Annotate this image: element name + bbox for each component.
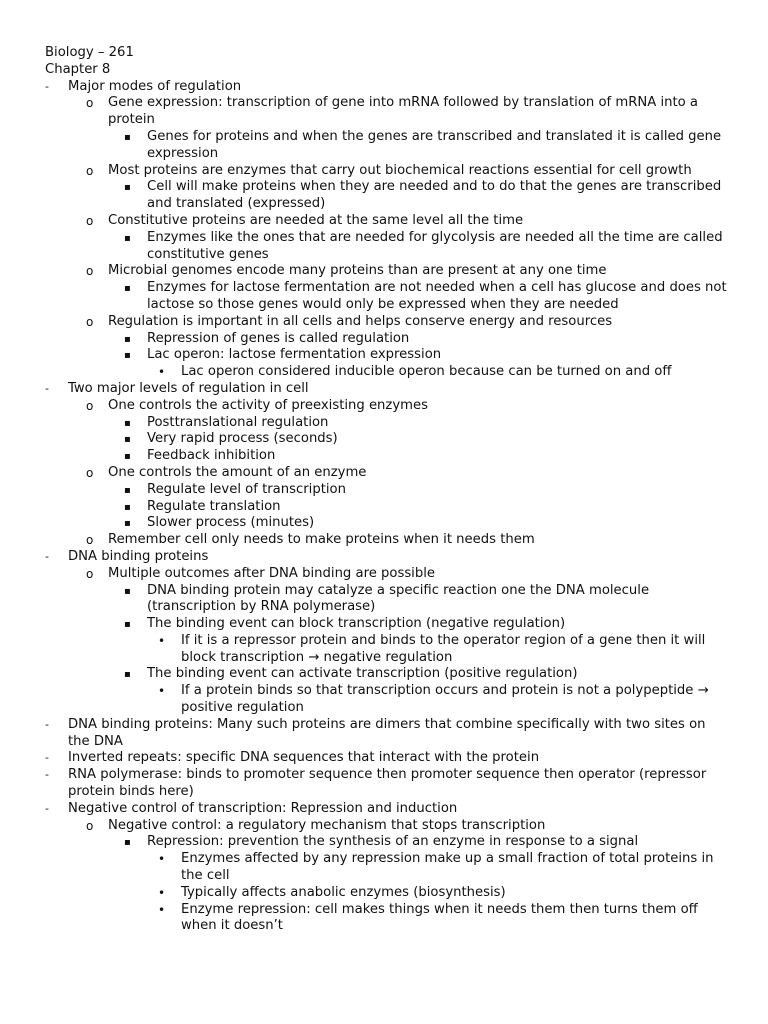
outline-item-text: Enzymes for lactose fermentation are not needed when a cell has glucose and does not lactose so those genes would only be expressed when they are needed xyxy=(147,280,727,312)
outline-item-level-1 xyxy=(0,801,768,818)
outline-item-level-2 xyxy=(0,95,768,129)
outline-item-text: Multiple outcomes after DNA binding are possible xyxy=(108,565,435,581)
bullet-marker-icon: - xyxy=(45,801,49,815)
bullet-marker-icon: - xyxy=(45,717,49,731)
bullet-marker-icon: ▪ xyxy=(124,484,131,496)
bullet-marker-icon: • xyxy=(158,365,166,380)
bullet-marker-icon: ▪ xyxy=(124,518,131,530)
outline-item-level-3 xyxy=(0,448,768,465)
bullet-marker-icon: ▪ xyxy=(124,232,131,244)
outline-item-level-3 xyxy=(0,179,768,213)
outline-item-text: Feedback inhibition xyxy=(147,448,276,464)
outline-item-text: Regulation is important in all cells and helps conserve energy and resources xyxy=(108,313,613,329)
outline-item-level-1 xyxy=(0,750,768,767)
bullet-marker-icon: ▪ xyxy=(124,417,131,429)
outline-item-text: Regulate translation xyxy=(147,498,281,514)
outline-item-level-2 xyxy=(0,532,768,549)
outline-item-text: DNA binding proteins: Many such proteins are dimers that combine specifically with two sites on the DNA xyxy=(68,716,706,749)
bullet-marker-icon: o xyxy=(86,818,94,833)
outline-item-text: Slower process (minutes) xyxy=(147,515,315,531)
bullet-marker-icon: ▪ xyxy=(124,283,131,295)
outline-item-text: Very rapid process (seconds) xyxy=(147,431,338,447)
bullet-marker-icon: - xyxy=(45,549,49,563)
outline-item-text: Microbial genomes encode many proteins than are present at any one time xyxy=(108,263,607,279)
bullet-marker-icon: • xyxy=(158,902,166,917)
outline-item-level-3 xyxy=(0,280,768,314)
outline-item-text: DNA binding protein may catalyze a specific reaction one the DNA molecule (transcription by RNA polymerase) xyxy=(147,582,650,615)
bullet-marker-icon: o xyxy=(86,533,94,548)
outline-item-level-3 xyxy=(0,415,768,432)
outline-item-level-2 xyxy=(0,213,768,230)
outline-item-text: One controls the amount of an enzyme xyxy=(108,464,367,480)
bullet-marker-icon: - xyxy=(45,381,49,395)
outline-item-text: Gene expression: transcription of gene into mRNA followed by translation of mRNA into a protein xyxy=(108,95,698,128)
outline-item-level-2 xyxy=(0,314,768,331)
bullet-marker-icon: ▪ xyxy=(124,619,131,631)
outline-item-level-1 xyxy=(0,767,768,801)
outline-item-level-2 xyxy=(0,818,768,835)
bullet-marker-icon: o xyxy=(86,398,94,413)
outline-item-level-2 xyxy=(0,398,768,415)
document-page xyxy=(0,45,768,935)
bullet-marker-icon: ▪ xyxy=(124,182,131,194)
outline-item-text: Regulate level of transcription xyxy=(147,481,346,497)
bullet-marker-icon: ▪ xyxy=(124,131,131,143)
bullet-marker-icon: o xyxy=(86,465,94,480)
outline-item-level-4 xyxy=(0,364,768,381)
bullet-marker-icon: o xyxy=(86,314,94,329)
outline-item-text: Repression: prevention the synthesis of an enzyme in response to a signal xyxy=(147,834,639,850)
outline-item-text: Typically affects anabolic enzymes (biosynthesis) xyxy=(181,884,506,900)
outline-item-level-3 xyxy=(0,230,768,264)
outline-item-level-2 xyxy=(0,163,768,180)
outline-item-text: RNA polymerase: binds to promoter sequence then promoter sequence then operator (repressor protein binds here) xyxy=(68,767,707,800)
outline-item-level-3 xyxy=(0,499,768,516)
outline-item-text: Constitutive proteins are needed at the same level all the time xyxy=(108,212,524,228)
outline-item-level-2 xyxy=(0,263,768,280)
outline-item-text: Cell will make proteins when they are needed and to do that the genes are transcribed and translated (expressed) xyxy=(147,179,722,212)
bullet-marker-icon: ▪ xyxy=(124,333,131,345)
bullet-marker-icon: ▪ xyxy=(124,837,131,849)
chapter-title: Chapter 8 xyxy=(45,61,111,77)
outline-item-level-3 xyxy=(0,129,768,163)
outline-item-text: Lac operon: lactose fermentation expression xyxy=(147,347,442,363)
outline-item-text: Negative control of transcription: Repression and induction xyxy=(68,800,458,816)
outline-item-level-3 xyxy=(0,616,768,633)
outline-item-text: If a protein binds so that transcription occurs and protein is not a polypeptide → positive regulation xyxy=(181,683,709,716)
outline-item-level-3 xyxy=(0,431,768,448)
bullet-marker-icon: • xyxy=(158,633,166,648)
outline-item-level-1 xyxy=(0,381,768,398)
bullet-marker-icon: - xyxy=(45,768,49,782)
outline-item-level-3 xyxy=(0,583,768,617)
outline-item-text: Lac operon considered inducible operon because can be turned on and off xyxy=(181,364,672,380)
bullet-marker-icon: ▪ xyxy=(124,501,131,513)
outline-item-level-3 xyxy=(0,666,768,683)
bullet-marker-icon: ▪ xyxy=(124,585,131,597)
outline-item-text: Major modes of regulation xyxy=(68,78,242,94)
outline-item-text: Two major levels of regulation in cell xyxy=(68,380,309,396)
outline-item-level-4 xyxy=(0,902,768,936)
bullet-marker-icon: o xyxy=(86,264,94,279)
bullet-marker-icon: ▪ xyxy=(124,669,131,681)
outline-item-text: One controls the activity of preexisting enzymes xyxy=(108,397,428,413)
bullet-marker-icon: ▪ xyxy=(124,451,131,463)
outline-item-level-3 xyxy=(0,834,768,851)
outline-item-level-4 xyxy=(0,683,768,717)
outline-item-text: DNA binding proteins xyxy=(68,548,209,564)
outline-item-level-2 xyxy=(0,465,768,482)
bullet-marker-icon: - xyxy=(45,751,49,765)
outline-item-text: Enzymes affected by any repression make up a small fraction of total proteins in the cell xyxy=(181,851,714,884)
outline-item-text: Negative control: a regulatory mechanism that stops transcription xyxy=(108,817,546,833)
outline-list xyxy=(0,79,768,936)
outline-item-text: If it is a repressor protein and binds to the operator region of a gene then it will block transcription → negative regulation xyxy=(181,632,706,665)
outline-item-level-3 xyxy=(0,347,768,364)
bullet-marker-icon: o xyxy=(86,96,94,111)
outline-item-text: Inverted repeats: specific DNA sequences that interact with the protein xyxy=(68,750,540,766)
outline-item-level-2 xyxy=(0,566,768,583)
bullet-marker-icon: • xyxy=(158,852,166,867)
outline-item-level-1 xyxy=(0,717,768,751)
outline-item-text: The binding event can block transcription (negative regulation) xyxy=(147,616,566,632)
outline-item-level-1 xyxy=(0,79,768,96)
bullet-marker-icon: o xyxy=(86,566,94,581)
outline-item-text: Posttranslational regulation xyxy=(147,414,329,430)
course-title: Biology – 261 xyxy=(45,45,134,60)
outline-item-level-4 xyxy=(0,851,768,885)
outline-item-level-3 xyxy=(0,331,768,348)
outline-item-text: Remember cell only needs to make proteins when it needs them xyxy=(108,532,535,548)
outline-item-level-4 xyxy=(0,633,768,667)
bullet-marker-icon: • xyxy=(158,885,166,900)
outline-item-text: Repression of genes is called regulation xyxy=(147,330,410,346)
bullet-marker-icon: ▪ xyxy=(124,350,131,362)
bullet-marker-icon: - xyxy=(45,79,49,93)
outline-item-text: Enzymes like the ones that are needed for glycolysis are needed all the time are called constitutive genes xyxy=(147,229,723,262)
bullet-marker-icon: o xyxy=(86,163,94,178)
outline-item-level-3 xyxy=(0,482,768,499)
outline-item-level-3 xyxy=(0,515,768,532)
bullet-marker-icon: o xyxy=(86,213,94,228)
outline-item-text: Enzyme repression: cell makes things when it needs them then turns them off when it doesn’t xyxy=(181,901,698,934)
outline-item-level-4 xyxy=(0,885,768,902)
outline-item-text: Most proteins are enzymes that carry out biochemical reactions essential for cell growth xyxy=(108,162,692,178)
outline-item-text: The binding event can activate transcription (positive regulation) xyxy=(147,666,578,682)
outline-item-level-1 xyxy=(0,549,768,566)
bullet-marker-icon: ▪ xyxy=(124,434,131,446)
bullet-marker-icon: • xyxy=(158,684,166,699)
outline-item-text: Genes for proteins and when the genes are transcribed and translated it is called gene expression xyxy=(147,128,722,161)
